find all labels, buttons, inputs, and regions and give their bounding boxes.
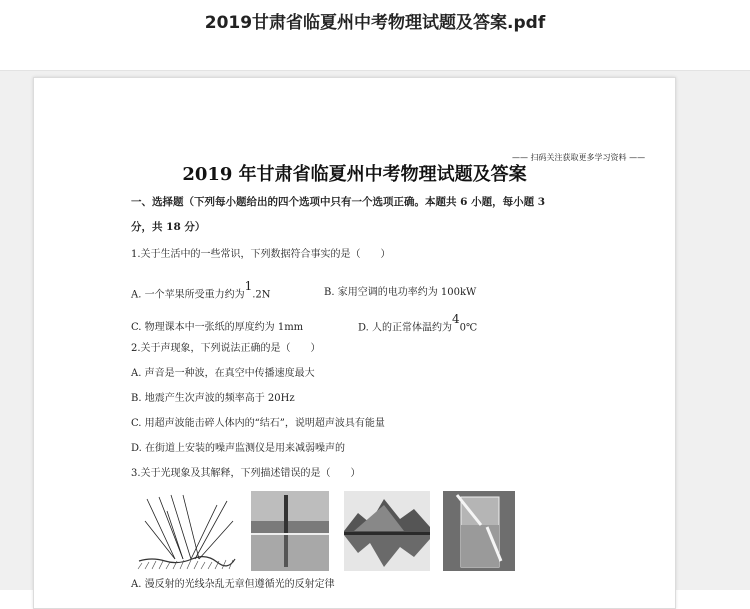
section-heading-line1: 一、选择题（下列每小题给出的四个选项中只有一个选项正确。本题共 6 小题，每小题 3 [131,196,546,208]
q1-option-b: B. 家用空调的电功率约为 100kW [324,287,477,298]
question-2-stem: 2.关于声现象，下列说法正确的是（ ） [131,343,321,354]
q1-option-d [358,312,478,334]
document-title: 2019 年甘肃省临夏州中考物理试题及答案 [182,164,527,185]
q1-option-a-unit: .2N [252,289,271,301]
q1-option-a-sup: 1 [244,279,253,293]
refraction-glass-photo [443,491,515,571]
q1-option-c: C. 物理课本中一张纸的厚度约为 1mm [131,322,304,333]
pdf-page [33,77,676,609]
q1-option-a [131,279,271,301]
q1-option-a-text: A. 一个苹果所受重力约为 [131,289,245,301]
mountain-reflection-photo [344,491,430,571]
q2-option-c: C. 用超声波能击碎人体内的“结石”，说明超声波具有能量 [131,418,385,429]
q1-option-d-text: D. 人的正常体温约为 [358,322,453,334]
q1-option-d-unit: 0℃ [459,322,478,334]
section-heading-line2: 分，共 18 分） [131,221,206,233]
title-bar [0,0,750,71]
q1-option-d-sup: 4 [452,312,460,326]
scan-note: —— 扫码关注获取更多学习资料 —— [512,153,646,162]
question-1-stem: 1.关于生活中的一些常识，下列数据符合事实的是（ ） [131,249,391,260]
q2-option-b: B. 地震产生次声波的频率高于 20Hz [131,393,295,404]
question-3-stem: 3.关于光现象及其解释，下列描述错误的是（ ） [131,468,361,479]
q2-option-a: A. 声音是一种波，在真空中传播速度最大 [131,368,315,379]
diffuse-reflection-figure [137,491,237,571]
pdf-viewer[interactable] [0,71,750,590]
q3-figures [131,491,551,573]
q3-option-a: A. 漫反射的光线杂乱无章但遵循光的反射定律 [131,579,335,590]
file-title: 2019甘肃省临夏州中考物理试题及答案.pdf [204,13,546,33]
q2-option-d: D. 在街道上安装的噪声监测仪是用来减弱噪声的 [131,443,346,454]
tower-reflection-photo [251,491,329,571]
